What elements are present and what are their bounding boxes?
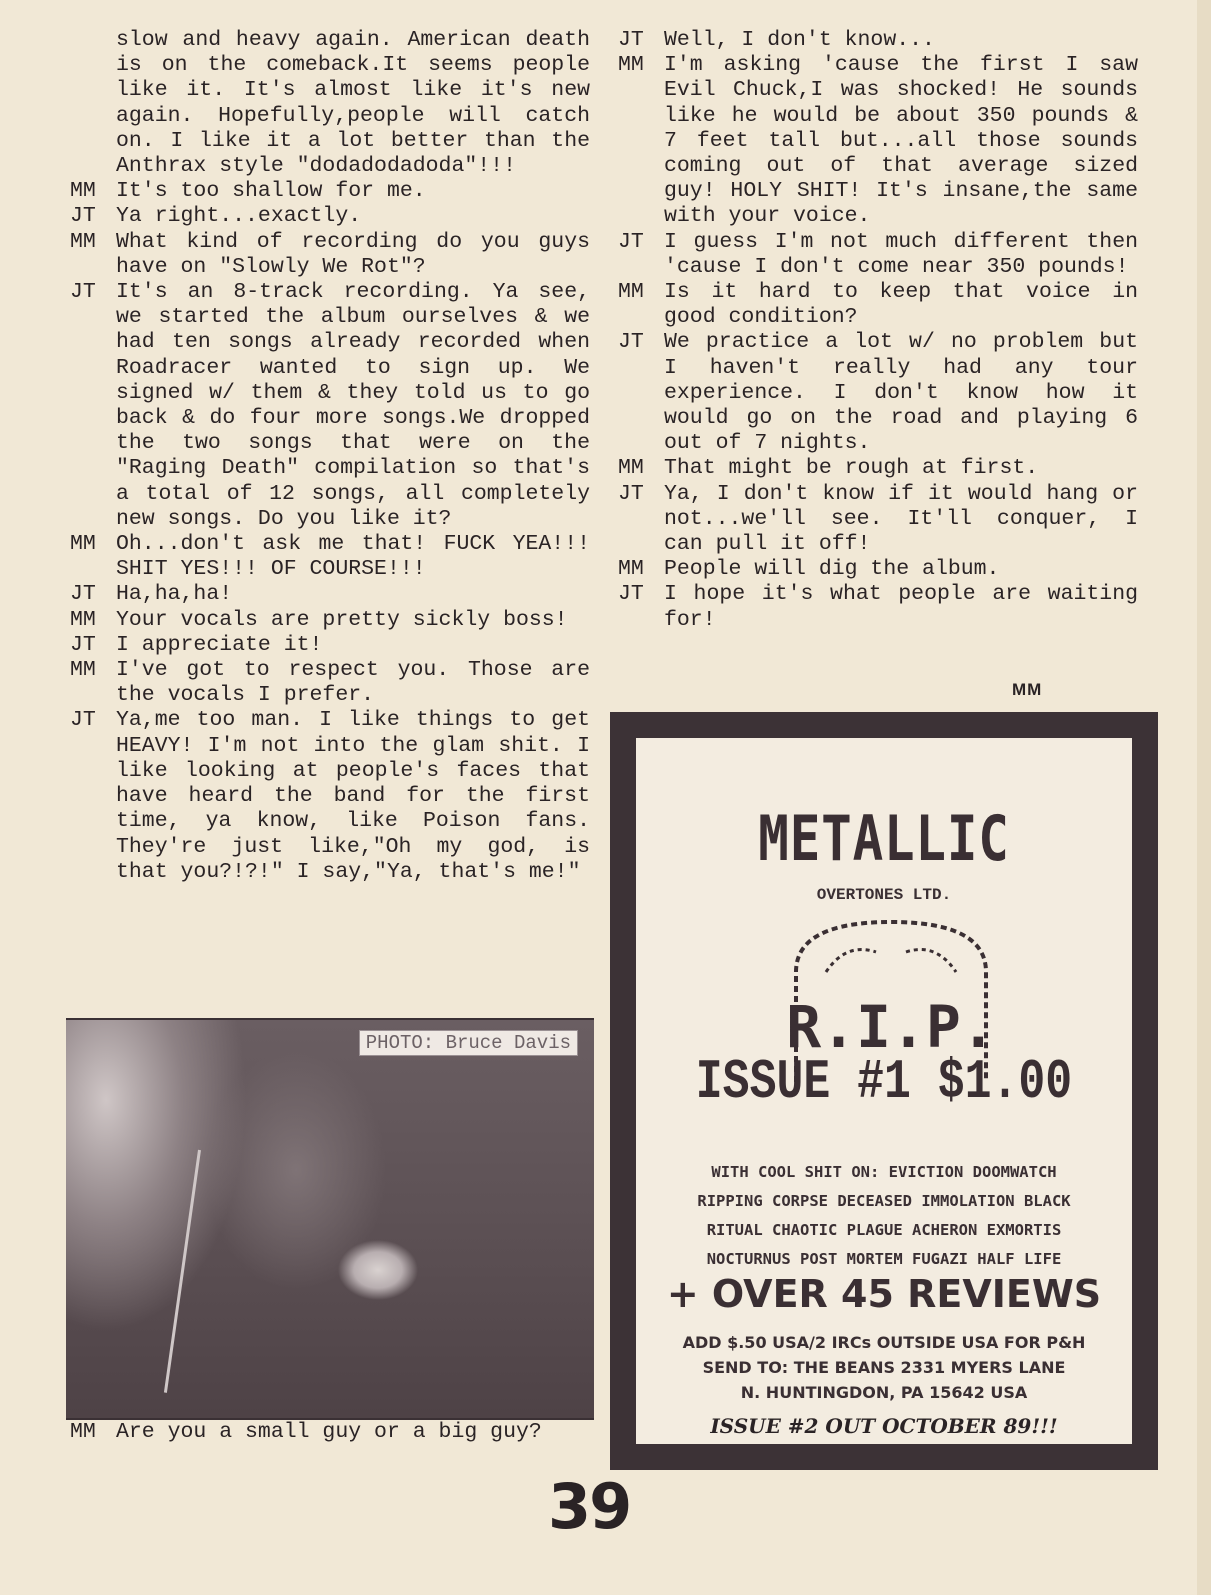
interview-entry xyxy=(70,658,590,708)
speaker-label: MM xyxy=(70,607,96,632)
page-number: 39 xyxy=(548,1470,631,1543)
interview-entry xyxy=(618,330,1138,456)
interview-text: slow and heavy again. American death is on the comeback.It seems people like it. It's almost like it's new again. Hopefully,people will catch on. I like it a lot better than the Anthrax style "dodadodadoda"!!! xyxy=(116,28,590,179)
ad-reviews: + OVER 45 REVIEWS xyxy=(666,1272,1102,1316)
interview-text: Well, I don't know... xyxy=(664,28,935,52)
interview-question-caption xyxy=(70,1420,590,1445)
interview-entry xyxy=(70,28,590,179)
speaker-label: MM xyxy=(70,532,96,557)
ad-next-issue: ISSUE #2 OUT OCTOBER 89!!! xyxy=(710,1414,1058,1438)
interview-text: What kind of recording do you guys have on "Slowly We Rot"? xyxy=(116,229,590,279)
interview-entry xyxy=(618,582,1138,632)
interview-text: That might be rough at first. xyxy=(664,456,1039,481)
interview-text: Ya right...exactly. xyxy=(116,204,362,229)
ad-ordering-info xyxy=(646,1330,1122,1405)
speaker-label: JT xyxy=(70,204,96,229)
interview-entry xyxy=(70,633,590,658)
speaker-label: JT xyxy=(70,582,96,607)
ad-info-line: SEND TO: THE BEANS 2331 MYERS LANE xyxy=(702,1358,1066,1377)
interview-text: It's an 8-track recording. Ya see, we started the album ourselves & we had ten songs already recorded when Roadracer wanted to sign up. We signed w/ them & they told us to go back & do four more songs.We dropped the two songs that were on the "Raging Death" compilation so that's a total of 12 songs, all completely new songs. Do you like it? xyxy=(116,280,590,531)
interview-entry xyxy=(618,482,1138,558)
microphone-stand xyxy=(164,1150,201,1393)
interview-entry xyxy=(618,53,1138,229)
band-line: RITUAL CHAOTIC PLAGUE ACHERON EXMORTIS xyxy=(706,1221,1062,1239)
interview-column-right xyxy=(618,28,1138,633)
interview-text: I hope it's what people are waiting for! xyxy=(664,582,1138,632)
speaker-label: MM xyxy=(70,658,96,683)
speaker-label: JT xyxy=(70,280,96,305)
band-line: NOCTURNUS POST MORTEM FUGAZI HALF LIFE xyxy=(706,1250,1062,1268)
interview-text: People will dig the album. xyxy=(664,557,1000,582)
interview-text: I've got to respect you. Those are the vocals I prefer. xyxy=(116,658,590,708)
interview-entry xyxy=(70,532,590,582)
interview-entry xyxy=(70,608,590,633)
speaker-label: MM xyxy=(618,280,644,305)
interview-entry xyxy=(70,708,590,884)
speaker-label: JT xyxy=(70,632,96,657)
question-text: Are you a small guy or a big guy? xyxy=(116,1420,542,1444)
speaker-label: JT xyxy=(618,229,644,254)
interview-entry xyxy=(618,280,1138,330)
interview-entry xyxy=(618,557,1138,582)
speaker-label: MM xyxy=(618,557,644,582)
interview-text: Ya,me too man. I like things to get HEAVY! I'm not into the glam shit. I like looking at people's faces that have heard the band for the first time, ya know, like Poison fans. They're just like,"Oh my god, is that you?!?!" I say,"Ya, that's me!" xyxy=(116,708,590,884)
interview-text: It's too shallow for me. xyxy=(116,179,426,204)
ad-info-line: ADD $.50 USA/2 IRCs OUTSIDE USA FOR P&H xyxy=(682,1333,1086,1352)
band-photo xyxy=(66,1018,594,1420)
interview-text: I guess I'm not much different then 'cause I don't come near 350 pounds! xyxy=(664,229,1138,279)
interview-entry xyxy=(618,28,1138,53)
author-signature: MM xyxy=(1012,680,1043,699)
interview-text: We practice a lot w/ no problem but I haven't really had any tour experience. I don't know how it would go on the road and playing 6 out of 7 nights. xyxy=(664,330,1138,456)
speaker-label: JT xyxy=(70,708,96,733)
band-line: RIPPING CORPSE DECEASED IMMOLATION BLACK xyxy=(697,1192,1071,1210)
interview-column-left xyxy=(70,28,590,885)
speaker-label: JT xyxy=(618,330,644,355)
interview-text: Ha,ha,ha! xyxy=(116,582,233,607)
interview-entry xyxy=(618,456,1138,481)
interview-text: Ya, I don't know if it would hang or not...we'll see. It'll conquer, I can pull it off! xyxy=(664,481,1138,557)
ad-subtitle: OVERTONES LTD. xyxy=(816,886,952,904)
interview-text: Is it hard to keep that voice in good condition? xyxy=(664,280,1138,330)
speaker-label: JT xyxy=(618,481,644,506)
interview-entry xyxy=(70,582,590,607)
speaker-label: JT xyxy=(618,28,644,52)
interview-text: Your vocals are pretty sickly boss! xyxy=(116,607,568,632)
interview-entry xyxy=(70,230,590,280)
interview-text: Oh...don't ask me that! FUCK YEA!!! SHIT YES!!! OF COURSE!!! xyxy=(116,532,590,582)
interview-entry xyxy=(70,179,590,204)
speaker-label xyxy=(70,28,116,179)
interview-entry xyxy=(70,204,590,229)
speaker-label: JT xyxy=(618,582,644,607)
interview-text: I'm asking 'cause the first I saw Evil Chuck,I was shocked! He sounds like he would be about 350 pounds & 7 feet tall but...all those sounds coming out of that average sized guy! HOLY SHIT! It's insane,the same with your voice. xyxy=(664,53,1138,229)
interview-entry xyxy=(618,230,1138,280)
ad-info-line: N. HUNTINGDON, PA 15642 USA xyxy=(740,1383,1028,1402)
rip-logo-text: R.I.P. xyxy=(786,993,996,1061)
speaker-label: MM xyxy=(618,456,644,481)
band-line: WITH COOL SHIT ON: EVICTION DOOMWATCH xyxy=(711,1163,1057,1181)
interview-entry xyxy=(70,280,590,532)
interview-text: I appreciate it! xyxy=(116,632,323,657)
metallic-overtones-advertisement xyxy=(610,712,1158,1470)
ad-title: METALLIC xyxy=(758,802,1010,875)
ad-band-list xyxy=(654,1158,1114,1274)
ad-issue-price: ISSUE #1 $1.00 xyxy=(695,1050,1073,1114)
speaker-label: MM xyxy=(70,229,96,254)
speaker-label: MM xyxy=(618,53,644,78)
page-edge xyxy=(1197,0,1211,1595)
photo-credit: PHOTO: Bruce Davis xyxy=(359,1030,578,1056)
speaker-label: MM xyxy=(70,1420,96,1444)
speaker-label: MM xyxy=(70,179,96,204)
